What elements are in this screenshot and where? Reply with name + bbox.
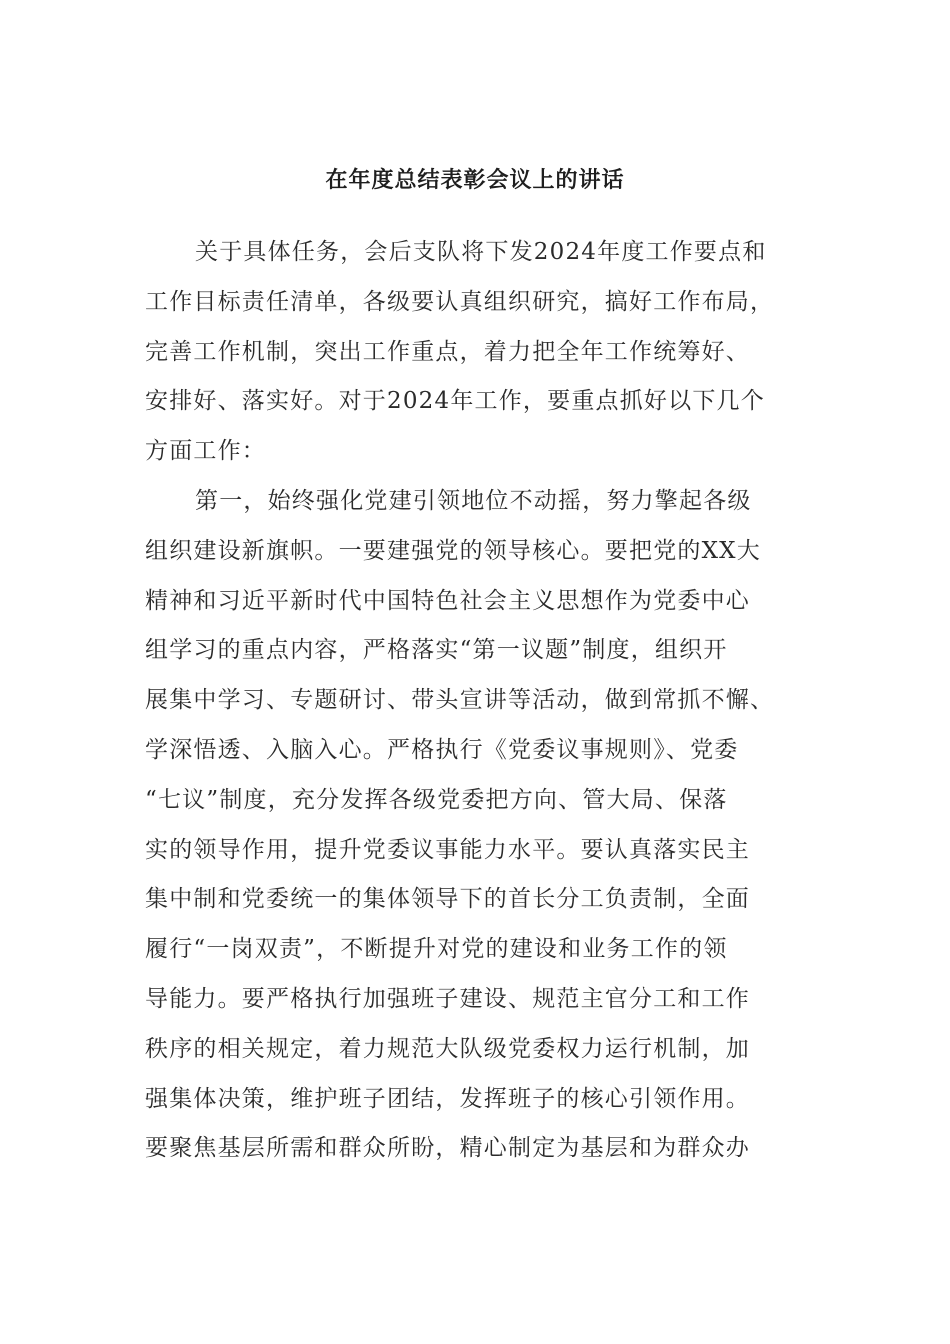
paragraph-line: 学深悟透、入脑入心。严格执行《党委议事规则》、党委 [145,736,739,763]
paragraph-line: 展集中学习、专题研讨、带头宣讲等活动，做到常抓不懈、 [145,687,775,714]
paragraph-line: 精神和习近平新时代中国特色社会主义思想作为党委中心 [145,587,750,614]
paragraph-line: 集中制和党委统一的集体领导下的首长分工负责制，全面 [145,886,750,913]
document-title: 在年度总结表彰会议上的讲话 [325,167,625,193]
paragraph-line: 第一，始终强化党建引领地位不动摇，努力擎起各级 [195,487,752,514]
paragraph-line: 安排好、落实好。对于2024年工作，要重点抓好以下几个 [145,388,765,415]
paragraph-line: 秩序的相关规定，着力规范大队级党委权力运行机制，加 [145,1035,750,1062]
paragraph-line: 组学习的重点内容，严格落实“第一议题”制度，组织开 [145,637,728,664]
paragraph-line: 完善工作机制，突出工作重点，着力把全年工作统筹好、 [145,338,750,365]
paragraph-line: 强集体决策，维护班子团结，发挥班子的核心引领作用。 [145,1085,750,1112]
paragraph-line: 关于具体任务，会后支队将下发2024年度工作要点和 [195,239,767,265]
document-body [145,228,805,1174]
paragraph-line: 实的领导作用，提升党委议事能力水平。要认真落实民主 [145,836,750,863]
paragraph-line: 导能力。要严格执行加强班子建设、规范主官分工和工作 [145,985,750,1012]
paragraph-line: 要聚焦基层所需和群众所盼，精心制定为基层和为群众办 [145,1135,750,1162]
paragraph-line: “七议”制度，充分发挥各级党委把方向、管大局、保落 [145,786,728,813]
paragraph-line: 组织建设新旗帜。一要建强党的领导核心。要把党的XX大 [145,537,761,564]
paragraph-line: 工作目标责任清单，各级要认真组织研究，搞好工作布局， [145,288,775,315]
paragraph-line: 方面工作： [145,438,266,465]
paragraph-line: 履行“一岗双责”，不断提升对党的建设和业务工作的领 [145,936,728,963]
